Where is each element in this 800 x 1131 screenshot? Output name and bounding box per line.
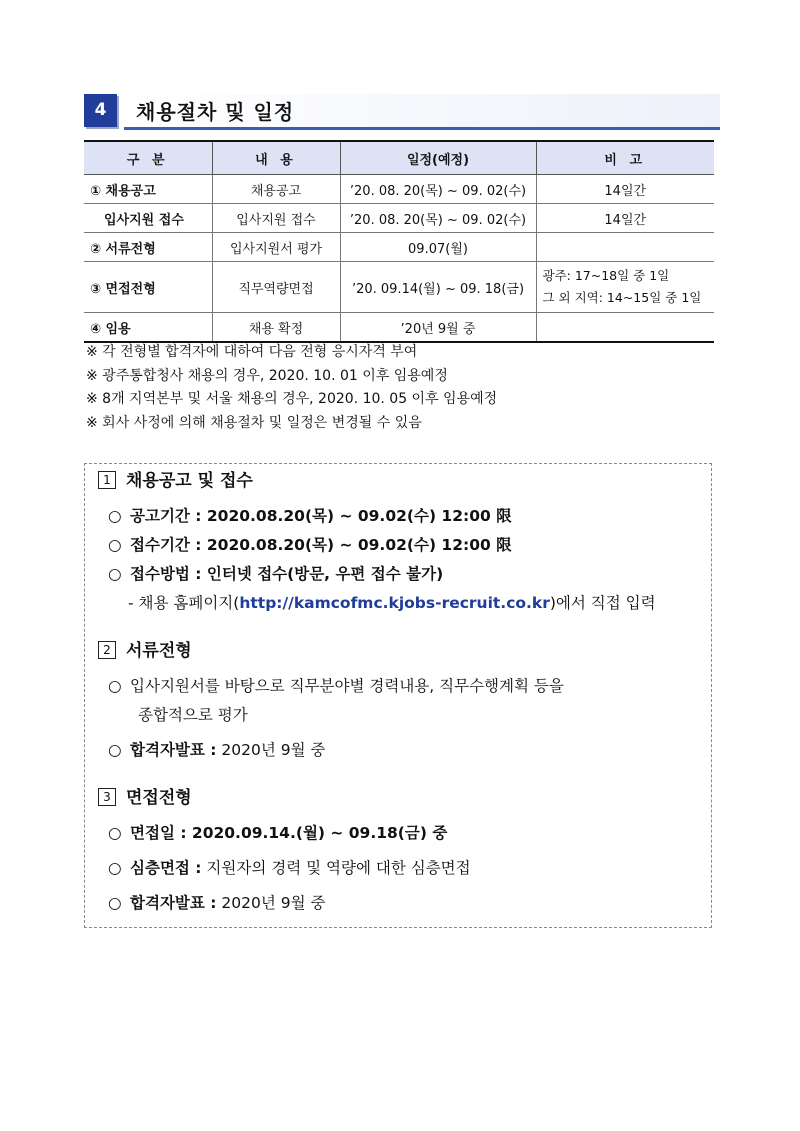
circle-bullet-icon: ○ — [108, 536, 122, 554]
row-schedule: ’20년 9월 중 — [340, 313, 536, 343]
circle-bullet-icon: ○ — [108, 507, 122, 525]
detail-line — [108, 674, 564, 696]
detail-label: 합격자발표 : — [130, 741, 217, 759]
circle-bullet-icon: ○ — [108, 859, 122, 877]
detail-text: 접수방법 : 인터넷 접수(방문, 우편 접수 불가) — [130, 565, 444, 583]
row-category: ② 서류전형 — [84, 233, 212, 262]
subsection-title — [98, 466, 253, 491]
homepage-link[interactable]: http://kamcofmc.kjobs-recruit.co.kr — [239, 594, 550, 612]
row-content: 입사지원서 평가 — [212, 233, 340, 262]
note-item: ※ 회사 사정에 의해 채용절차 및 일정은 변경될 수 있음 — [86, 414, 422, 431]
row-content: 직무역량면접 — [212, 262, 340, 313]
row-note — [536, 262, 714, 313]
note-item: ※ 광주통합청사 채용의 경우, 2020. 10. 01 이후 임용예정 — [86, 367, 448, 384]
table-row — [84, 204, 714, 233]
circle-bullet-icon: ○ — [108, 894, 122, 912]
section-title: 채용절차 및 일정 — [136, 100, 295, 124]
note-item: ※ 각 전형별 합격자에 대하여 다음 전형 응시자격 부여 — [86, 344, 418, 360]
table-row — [84, 262, 714, 313]
row-schedule: 09.07(월) — [340, 233, 536, 262]
detail-line — [128, 591, 656, 613]
table-header-row — [84, 141, 714, 175]
row-content: 입사지원 접수 — [212, 204, 340, 233]
table-row — [84, 233, 714, 262]
subsection-title — [98, 636, 192, 661]
detail-text: 입사지원서를 바탕으로 직무분야별 경력내용, 직무수행계획 등을 — [130, 677, 564, 695]
row-note: 14일간 — [536, 204, 714, 233]
section-number: 4 — [84, 94, 117, 127]
note-line: 광주: 17~18일 중 1일 — [542, 268, 670, 283]
col-header: 구 분 — [84, 141, 212, 175]
detail-line — [138, 703, 248, 725]
circle-bullet-icon: ○ — [108, 824, 122, 842]
detail-text: 면접일 : 2020.09.14.(월) ~ 09.18(금) 중 — [130, 824, 448, 842]
row-category: ④ 임용 — [84, 313, 212, 343]
row-content: 채용공고 — [212, 175, 340, 204]
detail-text: 종합적으로 평가 — [138, 706, 248, 724]
detail-text: 2020년 9월 중 — [216, 894, 326, 912]
detail-text: 2020년 9월 중 — [216, 741, 326, 759]
col-header: 비 고 — [536, 141, 714, 175]
row-schedule: ’20. 08. 20(목) ~ 09. 02(수) — [340, 204, 536, 233]
circle-bullet-icon: ○ — [108, 565, 122, 583]
row-schedule: ’20. 08. 20(목) ~ 09. 02(수) — [340, 175, 536, 204]
note-item: ※ 8개 지역본부 및 서울 채용의 경우, 2020. 10. 05 이후 임용예정 — [86, 391, 498, 407]
detail-text: 공고기간 : 2020.08.20(목) ~ 09.02(수) 12:00 限 — [130, 507, 512, 525]
schedule-table — [84, 140, 714, 343]
header-rule — [124, 127, 720, 130]
detail-line — [108, 821, 447, 843]
row-category: 입사지원 접수 — [84, 204, 212, 233]
table-row — [84, 175, 714, 204]
detail-label: 합격자발표 : — [130, 894, 217, 912]
detail-line — [108, 533, 512, 555]
notes-list — [86, 341, 497, 435]
row-note — [536, 313, 714, 343]
circle-bullet-icon: ○ — [108, 677, 122, 695]
subsection-label: 서류전형 — [126, 641, 192, 661]
detail-text: - 채용 홈페이지( — [128, 594, 240, 612]
row-category: ① 채용공고 — [84, 175, 212, 204]
detail-line — [108, 891, 325, 913]
detail-line — [108, 738, 325, 760]
subsection-label: 면접전형 — [126, 788, 192, 808]
note-line: 그 외 지역: 14~15일 중 1일 — [542, 290, 702, 305]
detail-text: 접수기간 : 2020.08.20(목) ~ 09.02(수) 12:00 限 — [130, 536, 512, 554]
row-content: 채용 확정 — [212, 313, 340, 343]
section-header — [84, 94, 720, 130]
row-category: ③ 면접전형 — [84, 262, 212, 313]
detail-line — [108, 504, 512, 526]
row-note — [536, 233, 714, 262]
detail-line — [108, 562, 443, 584]
row-note: 14일간 — [536, 175, 714, 204]
detail-text: 지원자의 경력 및 역량에 대한 심층면접 — [201, 859, 471, 877]
row-schedule: ’20. 09.14(월) ~ 09. 18(금) — [340, 262, 536, 313]
detail-label: 심층면접 : — [130, 859, 202, 877]
square-number: 1 — [98, 471, 116, 489]
square-number: 2 — [98, 641, 116, 659]
detail-text: )에서 직접 입력 — [549, 594, 656, 612]
col-header: 내 용 — [212, 141, 340, 175]
subsection-label: 채용공고 및 접수 — [126, 471, 253, 491]
subsection-title — [98, 783, 192, 808]
circle-bullet-icon: ○ — [108, 741, 122, 759]
table-row — [84, 313, 714, 343]
col-header: 일정(예정) — [340, 141, 536, 175]
square-number: 3 — [98, 788, 116, 806]
detail-line — [108, 856, 471, 878]
